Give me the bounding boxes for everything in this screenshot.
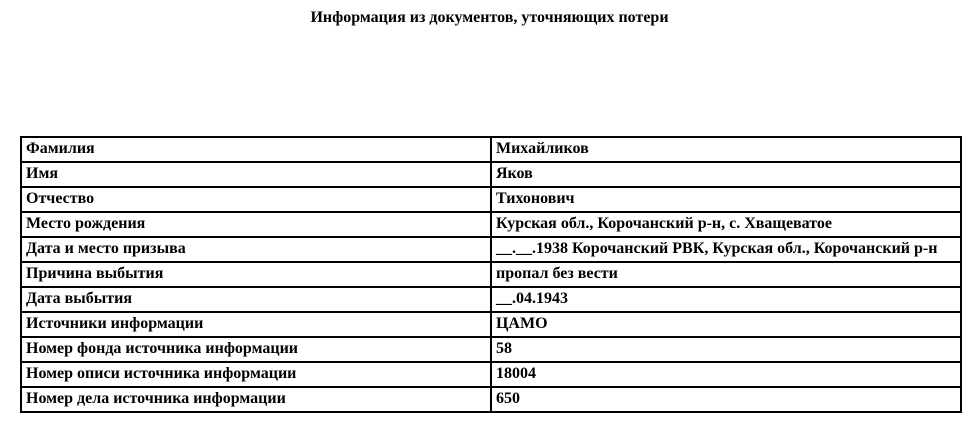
field-value: 650 bbox=[491, 387, 961, 412]
field-label: Место рождения bbox=[21, 212, 491, 237]
field-label: Источники информации bbox=[21, 312, 491, 337]
table-row bbox=[21, 312, 961, 337]
field-label: Номер фонда источника информации bbox=[21, 337, 491, 362]
field-label: Отчество bbox=[21, 187, 491, 212]
table-row bbox=[21, 187, 961, 212]
field-label: Причина выбытия bbox=[21, 262, 491, 287]
field-value: __.04.1943 bbox=[491, 287, 961, 312]
field-label: Дата и место призыва bbox=[21, 237, 491, 262]
table-row bbox=[21, 362, 961, 387]
field-label: Дата выбытия bbox=[21, 287, 491, 312]
field-value: Яков bbox=[491, 162, 961, 187]
table-row bbox=[21, 137, 961, 162]
records-table bbox=[20, 136, 962, 413]
table-row bbox=[21, 287, 961, 312]
field-value: 58 bbox=[491, 337, 961, 362]
field-label: Номер описи источника информации bbox=[21, 362, 491, 387]
table-row bbox=[21, 162, 961, 187]
field-value: ЦАМО bbox=[491, 312, 961, 337]
table-row bbox=[21, 237, 961, 262]
field-value: __.__.1938 Корочанский РВК, Курская обл., Корочанский р-н bbox=[491, 237, 961, 262]
field-value: Курская обл., Корочанский р-н, с. Хващеватое bbox=[491, 212, 961, 237]
table-row bbox=[21, 337, 961, 362]
document-title: Информация из документов, уточняющих потери bbox=[310, 9, 669, 26]
field-value: Михайликов bbox=[491, 137, 961, 162]
table-row bbox=[21, 262, 961, 287]
field-value: Тихонович bbox=[491, 187, 961, 212]
field-label: Имя bbox=[21, 162, 491, 187]
table-row bbox=[21, 212, 961, 237]
table-row bbox=[21, 387, 961, 412]
field-label: Фамилия bbox=[21, 137, 491, 162]
field-value: 18004 bbox=[491, 362, 961, 387]
field-value: пропал без вести bbox=[491, 262, 961, 287]
field-label: Номер дела источника информации bbox=[21, 387, 491, 412]
